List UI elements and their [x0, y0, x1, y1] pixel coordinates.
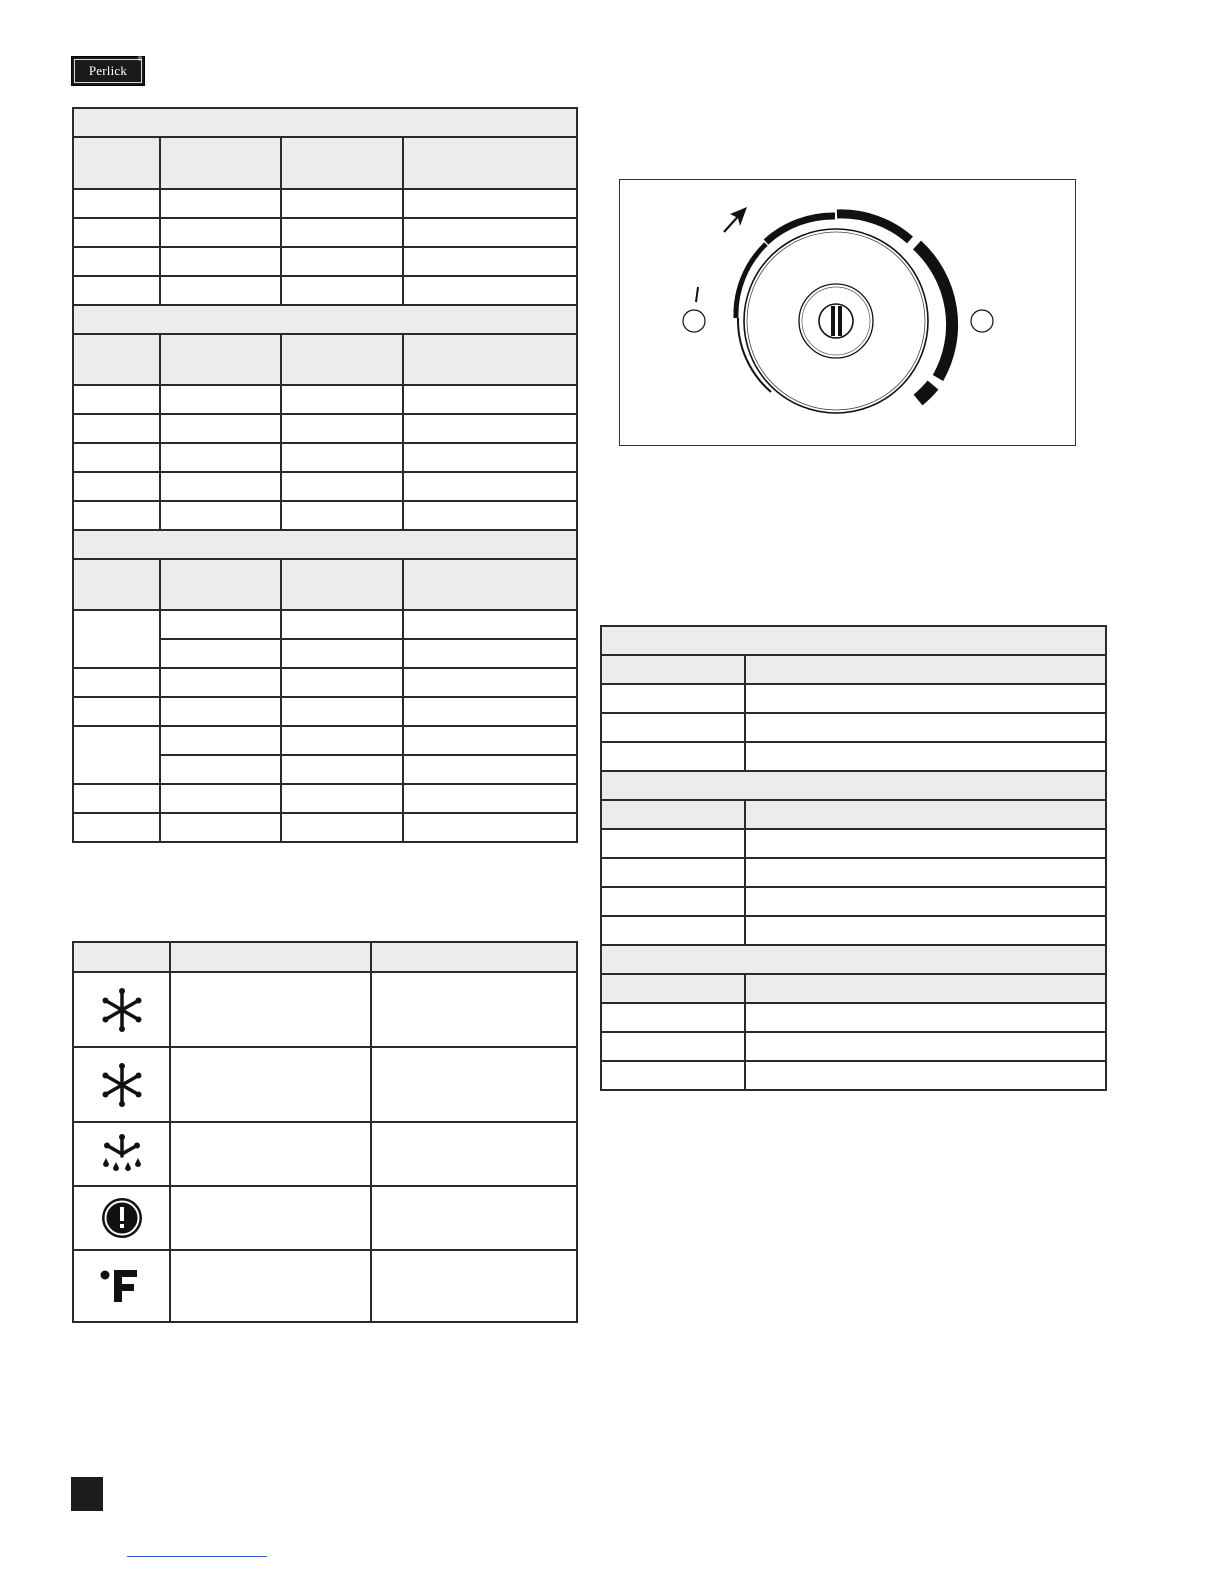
table-row: [73, 1186, 577, 1250]
table-row: [601, 713, 1106, 742]
table-row: [73, 1122, 577, 1186]
table-row: [601, 829, 1106, 858]
table-row: [73, 218, 577, 247]
settings-column-header: [601, 655, 1106, 684]
right-marker: [971, 310, 993, 332]
table-row: [73, 385, 577, 414]
table-row: [601, 887, 1106, 916]
table-row: [73, 784, 577, 813]
settings-column-header: [601, 974, 1106, 1003]
indicator-table: [72, 941, 578, 1323]
table-row: [73, 813, 577, 842]
snowflake-icon: [98, 1061, 146, 1109]
spec-column-header: [73, 137, 577, 189]
spec-table: [72, 107, 578, 843]
left-marker: [683, 310, 705, 332]
settings-section-header: [601, 771, 1106, 800]
table-row: [73, 501, 577, 530]
table-row: [601, 916, 1106, 945]
scale-arc-5: [918, 385, 933, 400]
table-row: [601, 1032, 1106, 1061]
table-row: [73, 414, 577, 443]
table-row: [601, 858, 1106, 887]
table-row: [601, 1061, 1106, 1090]
snowflake-icon: [98, 986, 146, 1034]
thermostat-dial-diagram: [619, 179, 1076, 446]
spec-column-header: [73, 559, 577, 610]
footer-link[interactable]: [127, 1556, 267, 1557]
indicator-column-header: [73, 942, 577, 972]
table-row: [73, 472, 577, 501]
table-row: [601, 684, 1106, 713]
table-row: [601, 742, 1106, 771]
page-number-block: [71, 1477, 103, 1511]
spec-section-header: [73, 305, 577, 334]
spec-section-header: [73, 108, 577, 137]
settings-section-header: [601, 945, 1106, 974]
table-row: [73, 726, 577, 755]
settings-table: [600, 625, 1107, 1091]
dial-svg: [620, 180, 1074, 444]
settings-column-header: [601, 800, 1106, 829]
table-row: [73, 276, 577, 305]
spec-section-header: [73, 530, 577, 559]
defrost-icon: [97, 1132, 147, 1176]
table-row: [73, 610, 577, 639]
registered-mark: ®: [137, 57, 142, 63]
rotation-arrow-icon: [724, 207, 747, 232]
settings-section-header: [601, 626, 1106, 655]
logo-text: Perlick: [74, 59, 142, 83]
table-row: [73, 1047, 577, 1122]
table-row: [73, 189, 577, 218]
table-row: [601, 1003, 1106, 1032]
table-row: [73, 972, 577, 1047]
table-row: [73, 443, 577, 472]
pointer-tick: [696, 287, 698, 302]
table-row: [73, 697, 577, 726]
perlick-logo: [71, 56, 145, 86]
table-row: [73, 1250, 577, 1322]
fahrenheit-icon: [97, 1266, 147, 1306]
table-row: [73, 668, 577, 697]
table-row: [73, 247, 577, 276]
alert-icon: [99, 1195, 145, 1241]
spec-column-header: [73, 334, 577, 385]
screw-slot-icon: [819, 304, 853, 338]
